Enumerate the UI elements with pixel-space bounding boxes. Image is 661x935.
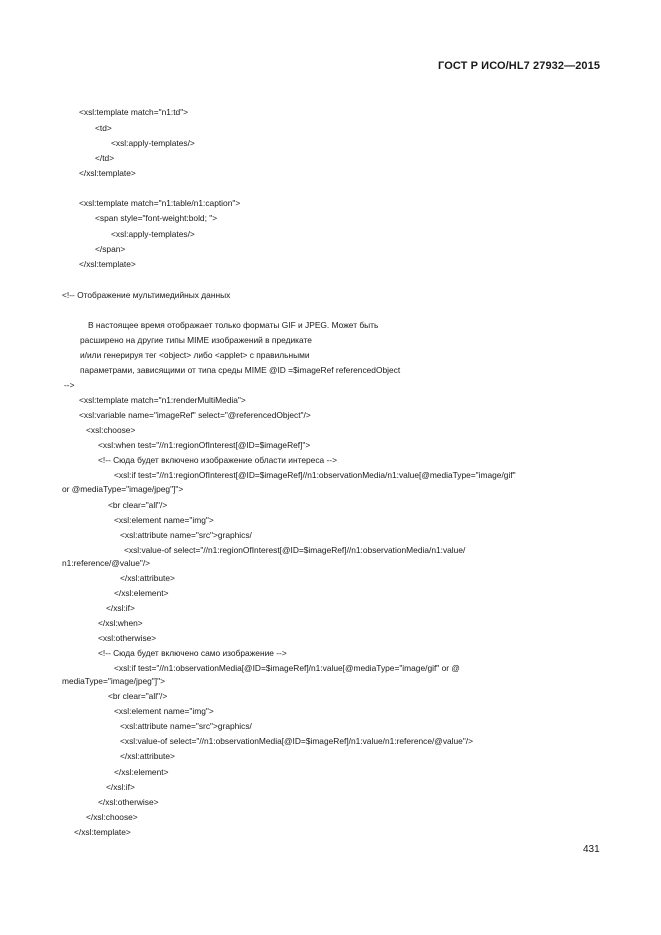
code-line: </xsl:element> [114,767,169,777]
code-line: <td> [95,123,112,133]
comment-line: расширено на другие типы MIME изображений в предикате [80,335,312,345]
code-line: <xsl:otherwise> [98,633,157,643]
comment-line: и/или генерируя тег <object> либо <applet> с правильными [80,350,310,360]
code-line: <xsl:element name="img"> [114,515,214,525]
code-line: n1:reference/@value"/> [62,558,151,568]
code-line: <xsl:if test="//n1:observationMedia[@ID=$imageRef]/n1:value[@mediaType="image/gif" or @ [114,663,460,673]
code-line: <!-- Сюда будет включено изображение области интереса --> [98,455,337,465]
code-line: mediaType="image/jpeg"]"> [62,676,165,686]
code-line: <xsl:variable name="imageRef" select="@referencedObject"/> [79,410,311,420]
code-line: <xsl:attribute name="src">graphics/ [120,721,252,731]
code-line: </xsl:choose> [86,812,138,822]
code-line: </xsl:if> [106,782,135,792]
code-line: <span style="font-weight:bold; "> [95,213,218,223]
comment-line: В настоящее время отображает только форматы GIF и JPEG. Может быть [88,320,379,330]
code-line: </xsl:when> [98,618,143,628]
code-line: </xsl:element> [114,588,169,598]
code-line: </xsl:if> [106,603,135,613]
code-line: <xsl:element name="img"> [114,706,214,716]
code-line: <!-- Сюда будет включено само изображение --> [98,648,287,658]
page-number: 431 [583,844,600,855]
code-line: <xsl:if test="//n1:regionOfInterest[@ID=$imageRef]//n1:observationMedia/n1:value[@mediaType="image/gif" [114,470,516,480]
code-line: </xsl:otherwise> [98,797,159,807]
document-header: ГОСТ Р ИСО/HL7 27932—2015 [438,60,601,72]
code-line: or @mediaType="image/jpeg"]"> [62,484,184,494]
code-line: <br clear="all"/> [108,691,168,701]
code-line: </xsl:template> [79,168,136,178]
code-line: <xsl:choose> [86,425,136,435]
code-line: <xsl:apply-templates/> [111,138,195,148]
code-line: </xsl:template> [74,827,131,837]
code-line: </td> [95,153,115,163]
code-line: <xsl:value-of select="//n1:regionOfInterest[@ID=$imageRef]//n1:observationMedia/n1:value/ [124,545,466,555]
code-line: </xsl:attribute> [120,573,175,583]
code-line: </span> [95,244,126,254]
code-line: </xsl:template> [79,259,136,269]
code-line: <xsl:template match="n1:td"> [79,107,189,117]
code-line: <xsl:value-of select="//n1:observationMedia[@ID=$imageRef]/n1:value/n1:reference/@value"/> [120,736,474,746]
code-line: <br clear="all"/> [108,500,168,510]
code-line: <xsl:apply-templates/> [111,229,195,239]
code-line: <xsl:when test="//n1:regionOfInterest[@ID=$imageRef]"> [98,440,311,450]
code-line: <xsl:attribute name="src">graphics/ [120,530,252,540]
comment-line: --> [64,380,75,390]
comment-line: параметрами, зависящими от типа среды MIME @ID =$imageRef referencedObject [80,365,401,375]
code-line: </xsl:attribute> [120,751,175,761]
comment-line: <!-- Отображение мультимедийных данных [62,290,231,300]
code-line: <xsl:template match="n1:renderMultiMedia"> [79,395,246,405]
code-line: <xsl:template match="n1:table/n1:caption"> [79,198,241,208]
